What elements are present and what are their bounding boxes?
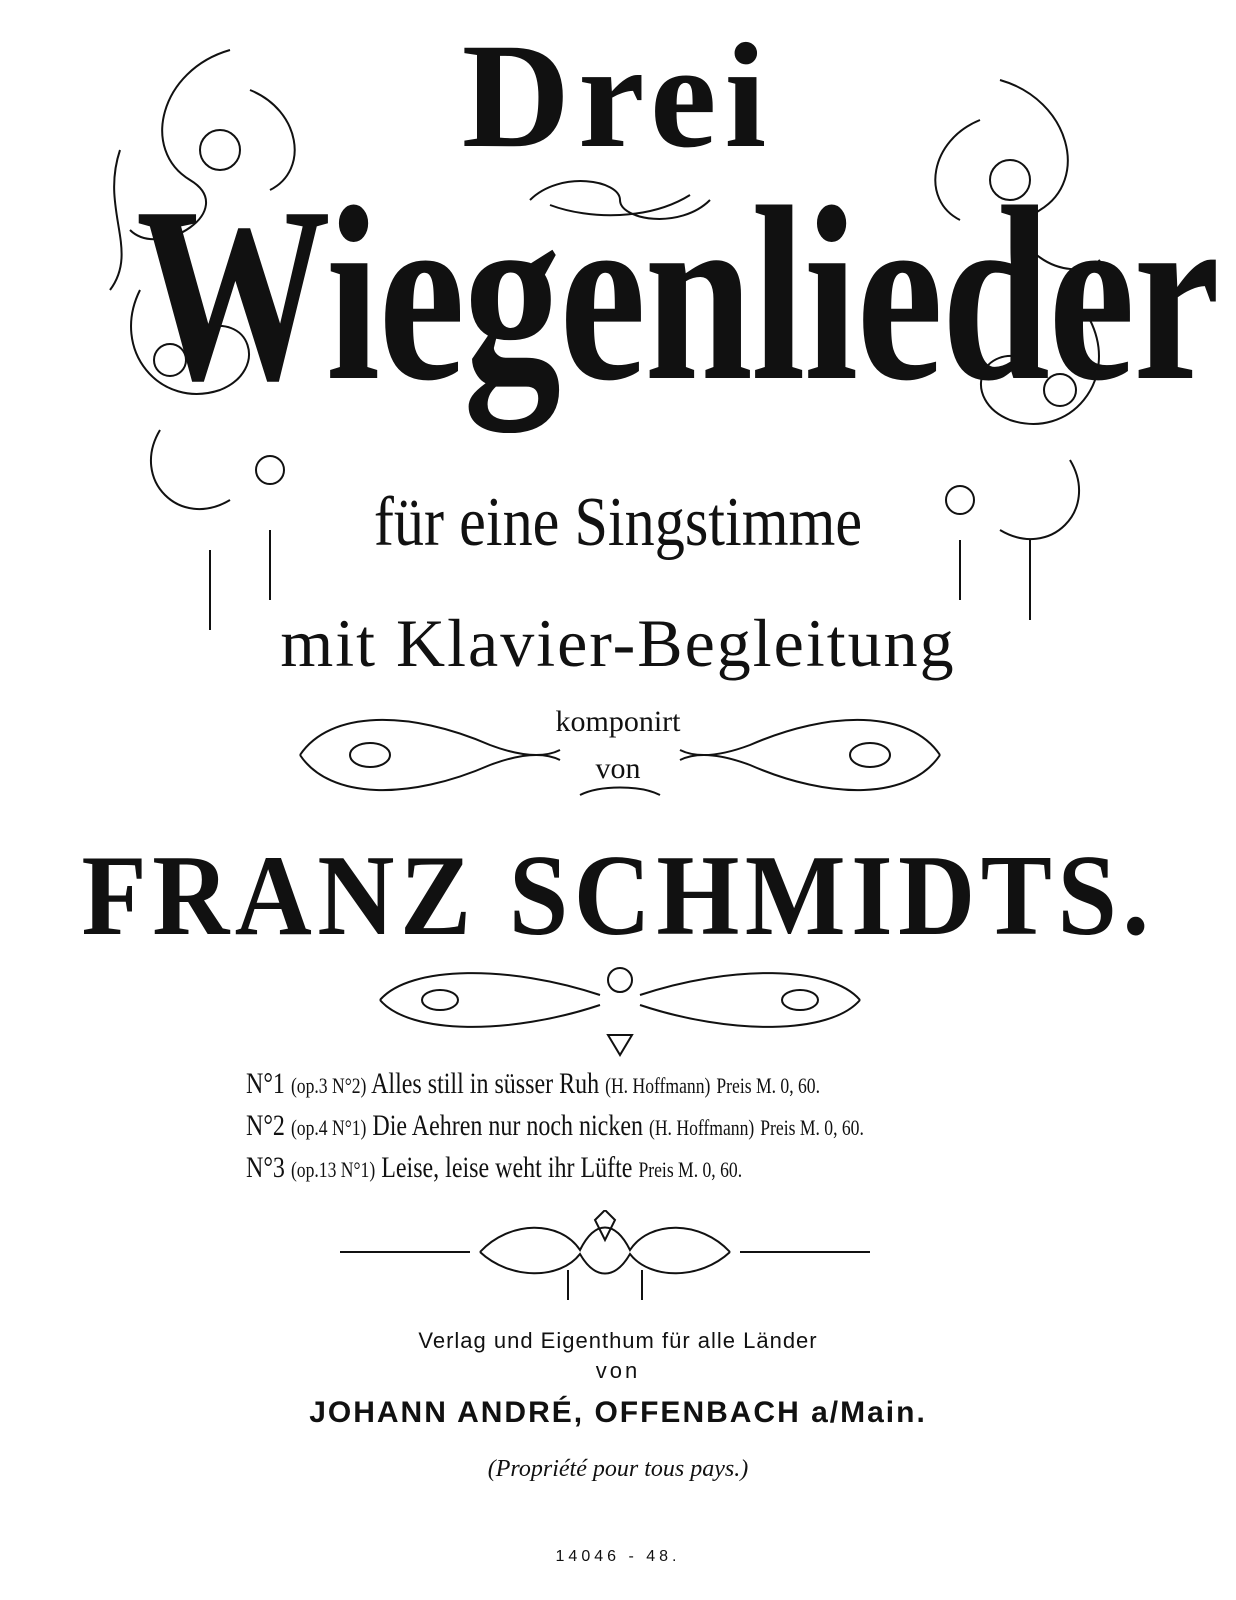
propriete-note: (Propriété pour tous pays.) [487,1456,749,1482]
song-opus: (op.13 N°1) [290,1157,376,1182]
song-number: N°3 [246,1151,285,1184]
song-author: (H. Hoffmann) [605,1073,711,1098]
plate-number: 14046 - 48. [555,1548,681,1565]
song-title: Alles still in süsser Ruh [371,1067,600,1100]
song-number: N°2 [246,1109,285,1142]
song-opus: (op.4 N°1) [290,1115,367,1140]
divider-ornament [340,1210,870,1310]
song-price: Preis M. 0, 60. [638,1157,743,1182]
by-label: von [595,752,641,785]
song-price: Preis M. 0, 60. [760,1115,864,1140]
title-wiegenlieder: Wiegenlieder [135,156,1219,433]
composed-label: komponirt [555,705,681,738]
song-author: (H. Hoffmann) [648,1115,755,1140]
publisher-von: von [595,1358,641,1383]
scroll-ornament-middle [370,955,870,1065]
song-opus: (op.3 N°2) [290,1073,367,1098]
subtitle-voice: für eine Singstimme [373,484,863,561]
song-row-1 [246,1064,820,1106]
title-drei: Drei [461,13,775,179]
song-row-2 [246,1106,864,1148]
composer-name: FRANZ SCHMIDTS. [81,832,1155,960]
song-number: N°1 [246,1067,285,1100]
song-row-3 [246,1148,742,1190]
publisher-name: JOHANN ANDRÉ, OFFENBACH a/Main. [309,1396,927,1429]
subtitle-accompaniment: mit Klavier-Begleitung [280,605,956,681]
song-price: Preis M. 0, 60. [716,1073,821,1098]
song-title: Die Aehren nur noch nicken [372,1109,643,1142]
song-title: Leise, leise weht ihr Lüfte [381,1151,633,1184]
publisher-rights: Verlag und Eigenthum für alle Länder [418,1328,818,1353]
